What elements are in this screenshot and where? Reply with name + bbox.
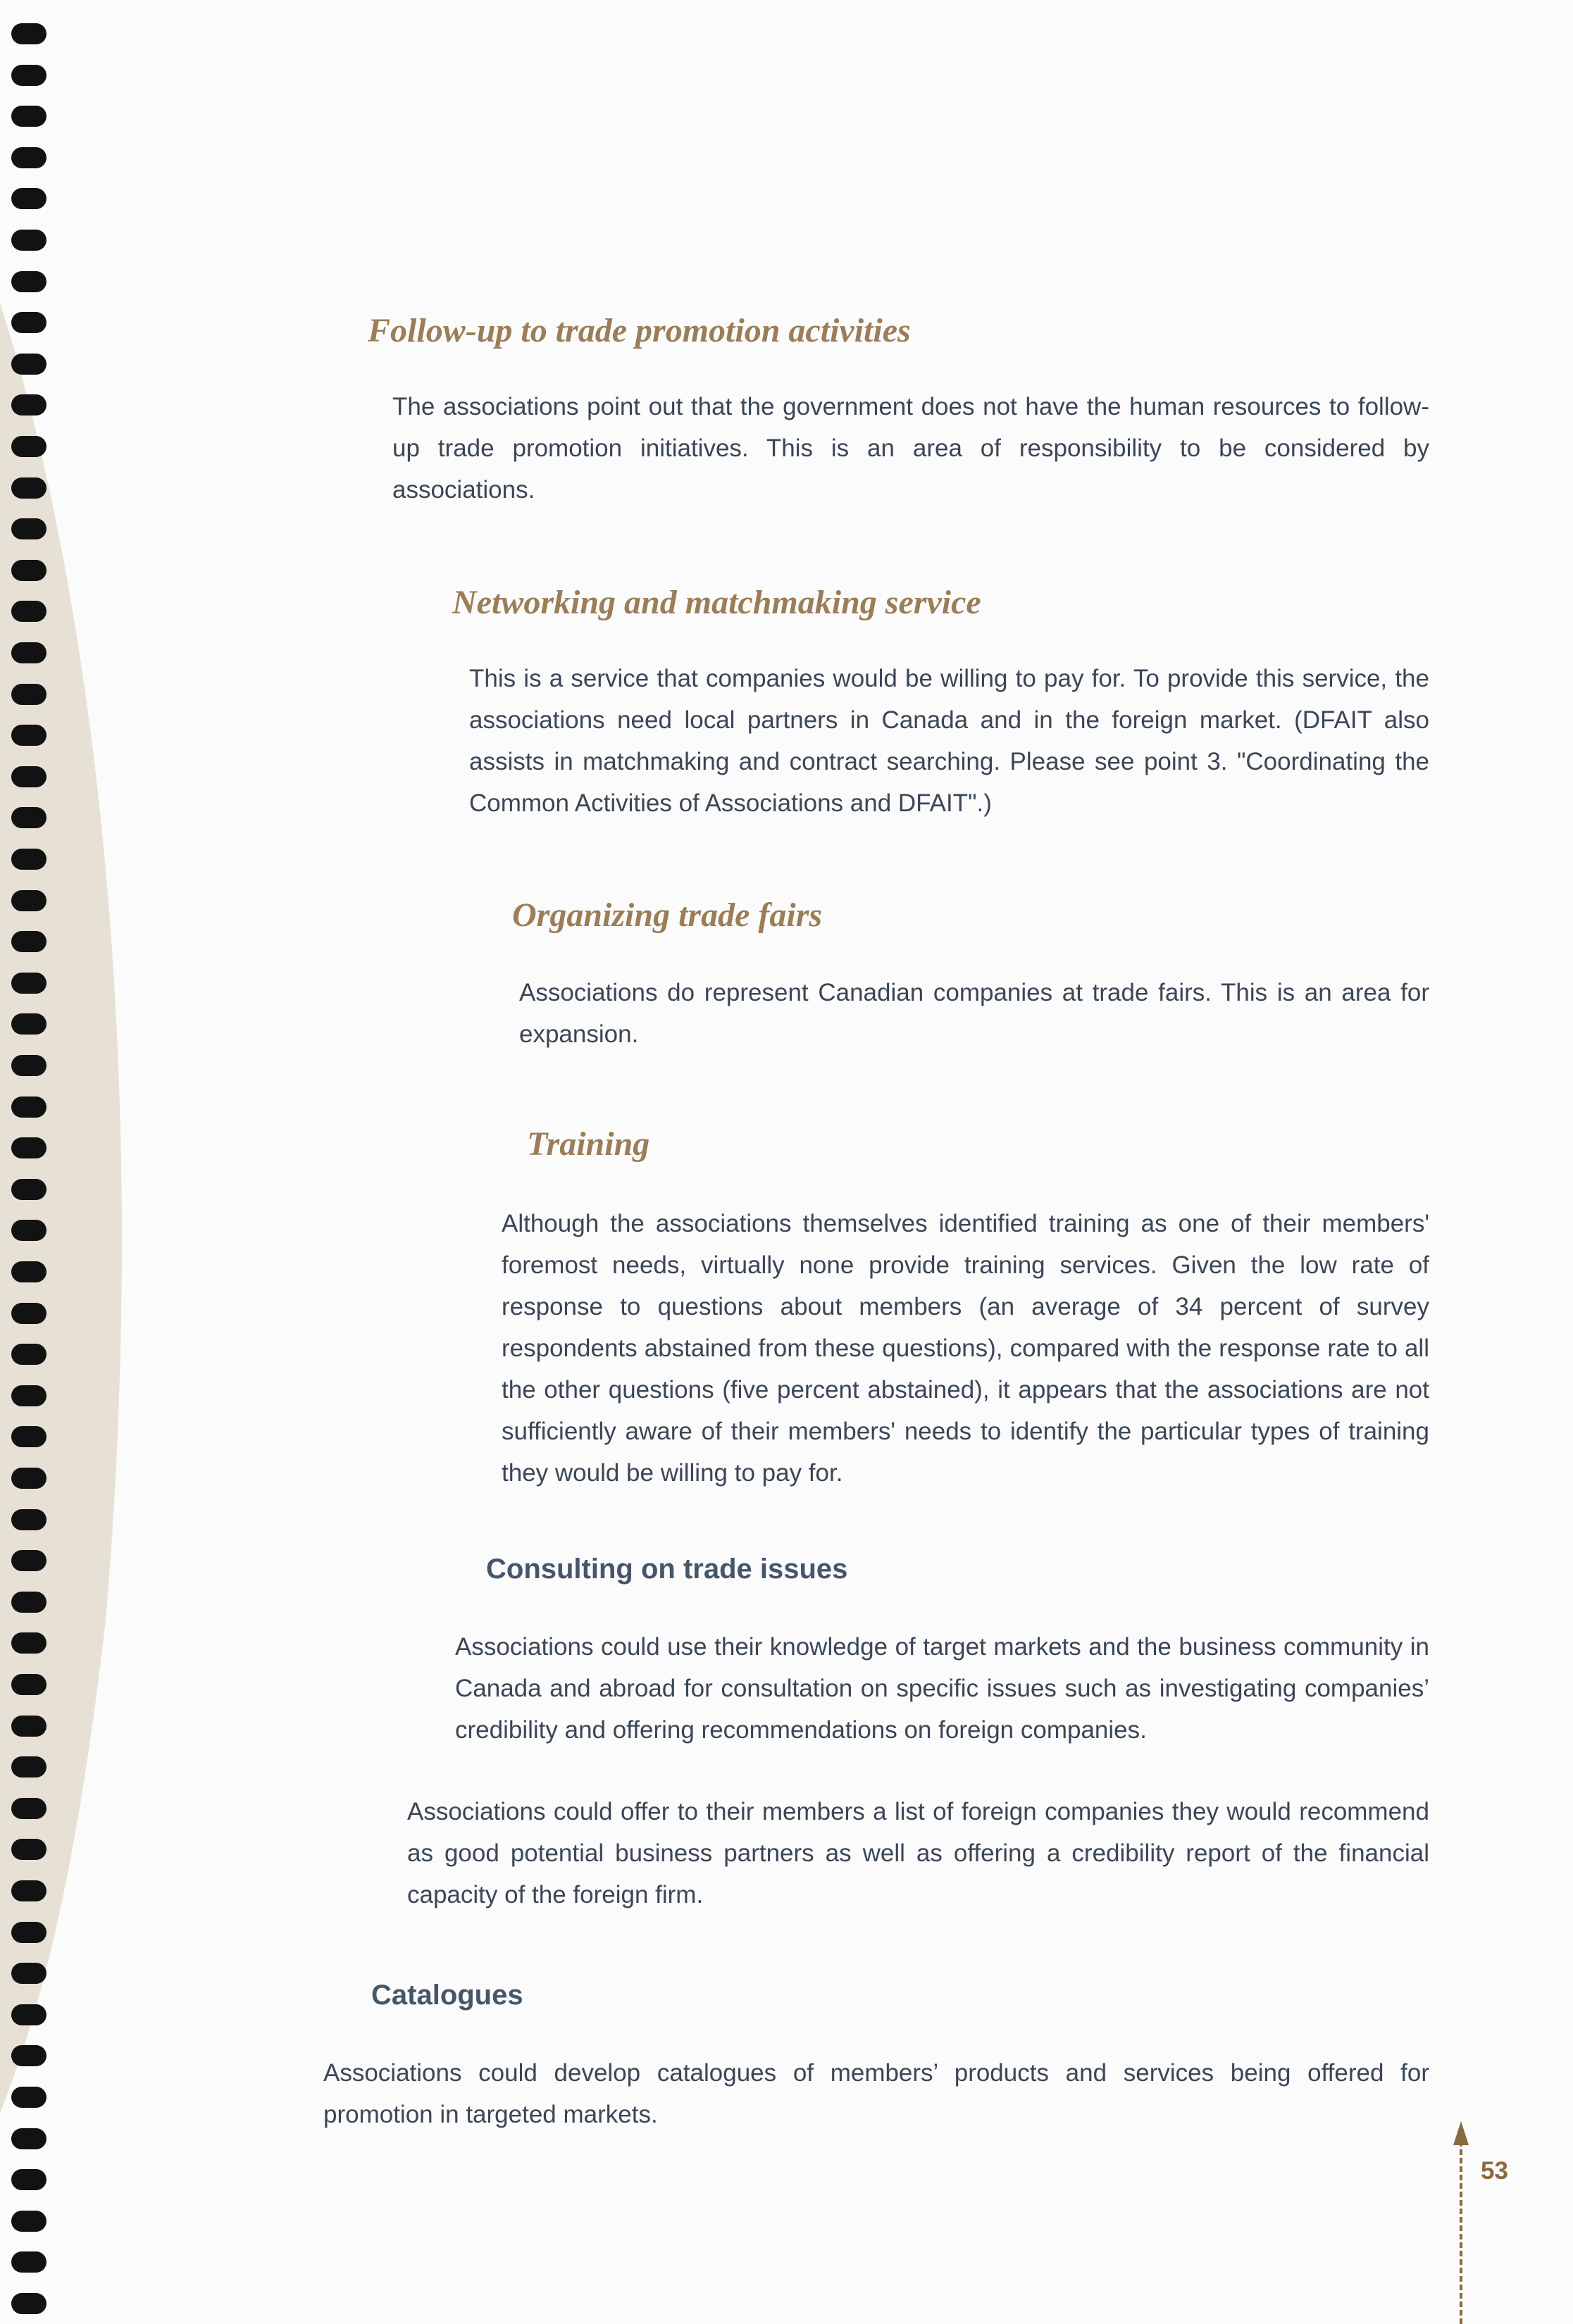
binding-hole xyxy=(11,890,46,911)
binding-hole xyxy=(11,1756,46,1778)
binding-hole xyxy=(11,230,46,251)
binding-hole xyxy=(11,1963,46,1984)
binding-hole xyxy=(11,725,46,746)
binding-hole xyxy=(11,188,46,209)
binding-hole xyxy=(11,106,46,127)
binding-hole xyxy=(11,2293,46,2314)
binding-hole xyxy=(11,312,46,333)
binding-hole xyxy=(11,849,46,870)
binding-hole xyxy=(11,1839,46,1860)
binding-hole xyxy=(11,394,46,416)
binding-hole xyxy=(11,23,46,44)
binding-hole xyxy=(11,2169,46,2190)
section-heading-follow-up: Follow-up to trade promotion activities xyxy=(368,312,911,349)
binding-hole xyxy=(11,518,46,539)
paragraph-catalogues: Associations could develop catalogues of members’ products and services being offered for promotion in targeted markets. xyxy=(323,2059,1429,2128)
binding-hole xyxy=(11,973,46,994)
section-heading-networking: Networking and matchmaking service xyxy=(452,584,981,621)
binding-hole xyxy=(11,1592,46,1613)
binding-hole xyxy=(11,1632,46,1654)
paragraph-consulting-2: Associations could offer to their members a list of foreign companies they would recommend as good potential business partners as well as offering a credibility report of the financial capacity of the foreign firm. xyxy=(407,1798,1429,1908)
binding-hole xyxy=(11,1468,46,1489)
paragraph-trade-fairs: Associations do represent Canadian companies at trade fairs. This is an area for expansion. xyxy=(519,979,1429,1048)
binding-hole xyxy=(11,1674,46,1695)
binding-hole xyxy=(11,477,46,499)
binding-hole xyxy=(11,766,46,787)
binding-hole xyxy=(11,2251,46,2273)
dashed-marker-line xyxy=(1460,2141,1462,2324)
binding-hole xyxy=(11,1550,46,1571)
binding-hole xyxy=(11,642,46,663)
binding-hole xyxy=(11,684,46,705)
binding-hole xyxy=(11,1137,46,1158)
binding-hole xyxy=(11,601,46,622)
binding-hole xyxy=(11,2128,46,2149)
binding-hole xyxy=(11,1509,46,1530)
binding-hole xyxy=(11,931,46,952)
binding-hole xyxy=(11,1179,46,1200)
binding-hole xyxy=(11,1880,46,1901)
paragraph-networking: This is a service that companies would be willing to pay for. To provide this service, the associations need local partners in Canada and in the foreign market. (DFAIT also assists in matchmaking and contract searching. Please see point 3. "Coordinating the Common Activities of Associations and DFAIT".) xyxy=(469,665,1429,817)
binding-hole xyxy=(11,354,46,375)
section-heading-consulting: Consulting on trade issues xyxy=(486,1554,848,1585)
page-number: 53 xyxy=(1481,2157,1508,2185)
binding-hole xyxy=(11,1220,46,1241)
binding-hole xyxy=(11,1261,46,1282)
binding-hole xyxy=(11,1097,46,1118)
binding-hole xyxy=(11,1716,46,1737)
binding-hole xyxy=(11,1426,46,1447)
binding-hole xyxy=(11,560,46,581)
binding-hole xyxy=(11,807,46,828)
binding-hole xyxy=(11,2211,46,2232)
spiral-binding xyxy=(11,0,54,2324)
binding-hole xyxy=(11,2004,46,2025)
binding-hole xyxy=(11,436,46,457)
binding-hole xyxy=(11,65,46,86)
paragraph-training: Although the associations themselves identified training as one of their members' foremost needs, virtually none provide training services. Given the low rate of response to questions about members (an average of 34 percent of survey respondents abstained from these questions), compared with the response rate to all the other questions (five percent abstained), it appears that the associations are not sufficiently aware of their members' needs to identify the particular types of training they would be willing to pay for. xyxy=(502,1210,1429,1487)
paragraph-follow-up: The associations point out that the government does not have the human resources to follow-up trade promotion initiatives. This is an area of responsibility to be considered by associations. xyxy=(392,393,1429,504)
section-heading-trade-fairs: Organizing trade fairs xyxy=(512,897,823,934)
binding-hole xyxy=(11,1055,46,1076)
binding-hole xyxy=(11,1922,46,1943)
binding-hole xyxy=(11,2045,46,2066)
binding-hole xyxy=(11,147,46,168)
section-heading-catalogues: Catalogues xyxy=(371,1980,523,2011)
binding-hole xyxy=(11,1344,46,1365)
binding-hole xyxy=(11,1303,46,1324)
section-heading-training: Training xyxy=(527,1125,650,1163)
binding-hole xyxy=(11,271,46,292)
paragraph-consulting-1: Associations could use their knowledge of target markets and the business community in Canada and abroad for consultation on specific issues such as investigating companies’ credibility and offering recommendations on foreign companies. xyxy=(455,1633,1429,1744)
binding-hole xyxy=(11,1385,46,1406)
binding-hole xyxy=(11,2087,46,2108)
binding-hole xyxy=(11,1013,46,1035)
binding-hole xyxy=(11,1798,46,1819)
